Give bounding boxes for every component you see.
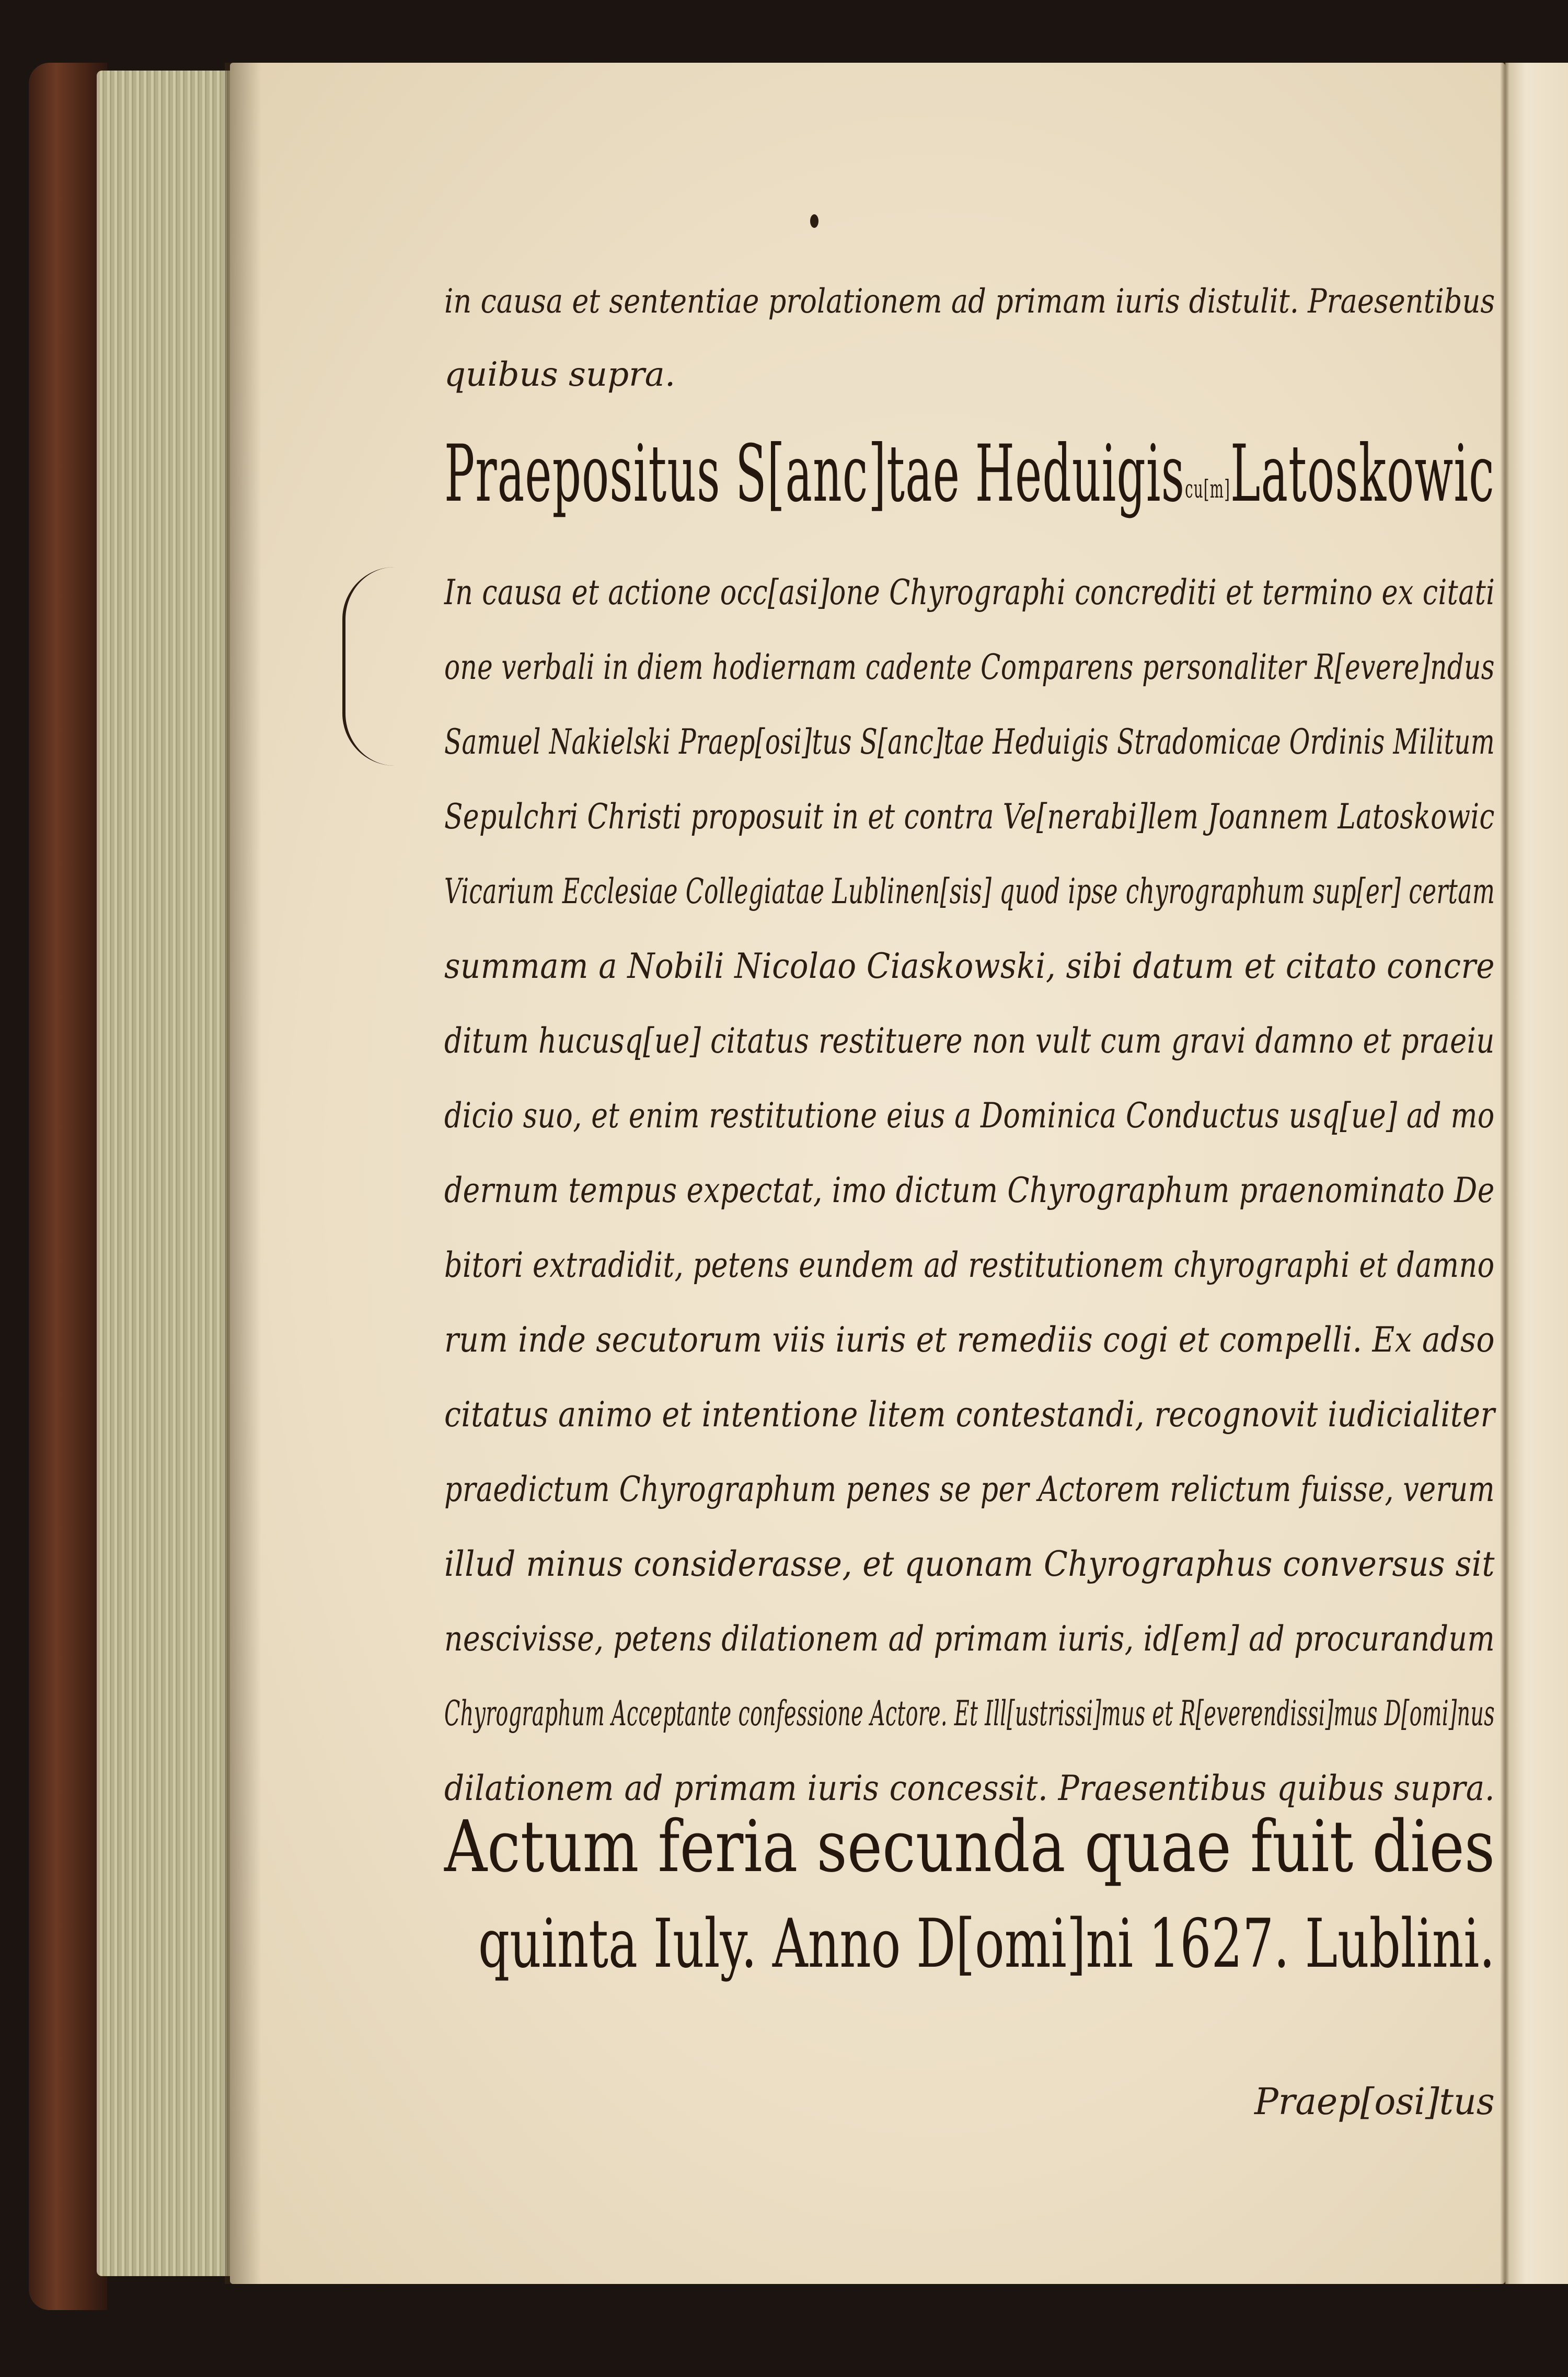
body-line-11: rum inde secutorum viis iuris et remediis cogi et compelli. Ex adso (444, 1320, 1495, 1360)
intro-line-1: in causa et sententiae prolationem ad primam iuris distulit. Praesentibus (444, 282, 1495, 321)
body-line-1: In causa et actione occ[asi]one Chyrographi concrediti et termino ex citati (444, 572, 1495, 613)
body-line-3: Samuel Nakielski Praep[osi]tus S[anc]tae Heduigis Stradomicae Ordinis Militum (444, 722, 1495, 762)
body-line-17: dilationem ad primam iuris concessit. Praesentibus quibus supra. (444, 1768, 1495, 1808)
body-line-9: dernum tempus expectat, imo dictum Chyrographum praenominato De (444, 1170, 1495, 1210)
facing-page-edge (1505, 63, 1568, 2284)
page-fore-edge (97, 71, 233, 2276)
page-shadow (225, 63, 261, 2284)
body-line-14: illud minus considerasse, et quonam Chyrographus conversus sit (444, 1544, 1495, 1584)
closing-line-2: quinta Iuly. Anno D[omi]ni 1627. Lublini. (478, 1905, 1495, 1983)
heading-name: Latoskowic (1230, 429, 1495, 520)
body-line-10: bitori extradidit, petens eundem ad restitutionem chyrographi et damno (444, 1245, 1495, 1285)
body-line-4: Sepulchri Christi proposuit in et contra Ve[nerabi]lem Joannem Latoskowic (444, 797, 1495, 837)
page-gutter (1500, 63, 1509, 2284)
body-line-16: Chyrographum Acceptante confessione Actore. Et Ill[ustrissi]mus et R[everendissi]mus D[omi]nus (444, 1693, 1495, 1734)
ink-mark (810, 214, 818, 228)
heading-title: Praepositus S[anc]tae Heduigis (444, 429, 1185, 520)
signature: Praep[osi]tus (1254, 2080, 1495, 2123)
closing-line-1: Actum feria secunda quae fuit dies (444, 1806, 1495, 1888)
body-line-15: nescivisse, petens dilationem ad primam iuris, id[em] ad procurandum (444, 1619, 1495, 1659)
entry-heading (444, 429, 1495, 520)
body-line-12: citatus animo et intentione litem contestandi, recognovit iudicialiter (444, 1394, 1495, 1435)
body-line-7: ditum hucusq[ue] citatus restituere non vult cum gravi damno et praeiu (444, 1021, 1495, 1061)
body-line-5: Vicarium Ecclesiae Collegiatae Lublinen[sis] quod ipse chyrographum sup[er] certam (444, 871, 1495, 911)
heading-abbreviation: cu[m] (1185, 475, 1231, 504)
body-line-8: dicio suo, et enim restitutione eius a Dominica Conductus usq[ue] ad mo (444, 1095, 1495, 1136)
body-line-6: summam a Nobili Nicolao Ciaskowski, sibi datum et citato concre (444, 946, 1495, 986)
body-line-13: praedictum Chyrographum penes se per Actorem relictum fuisse, verum (444, 1469, 1495, 1509)
body-line-2: one verbali in diem hodiernam cadente Comparens personaliter R[evere]ndus (444, 647, 1495, 687)
margin-bracket (342, 567, 434, 766)
intro-line-2: quibus supra. (444, 355, 676, 394)
book-cover (29, 63, 107, 2310)
